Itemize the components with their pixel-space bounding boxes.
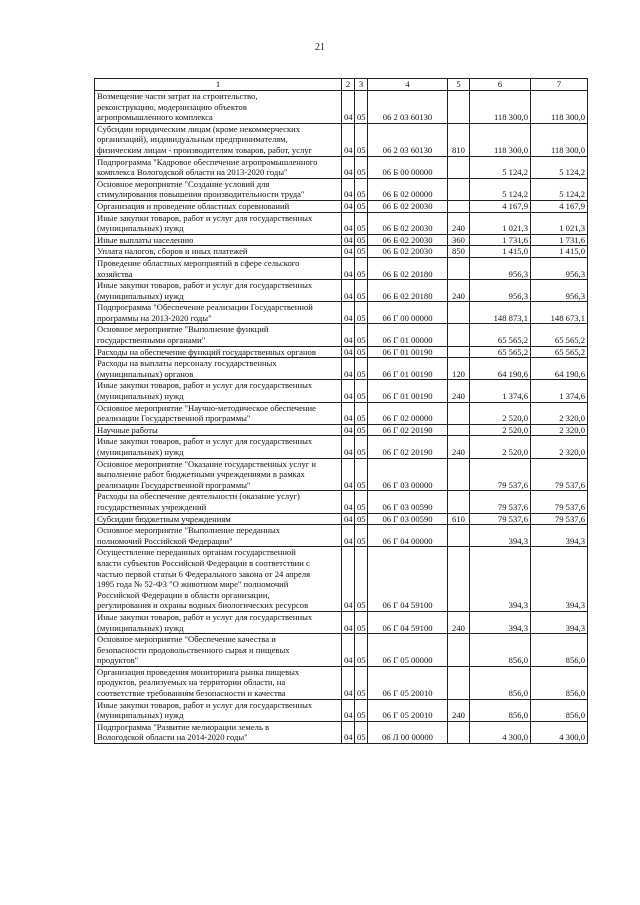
table-row xyxy=(95,212,588,234)
target-article-code: 06 2 03 60130 xyxy=(368,123,448,156)
section-code: 04 xyxy=(342,458,355,491)
table-row xyxy=(95,156,588,178)
amount-col-7: 148 673,1 xyxy=(531,302,588,324)
expense-type-code xyxy=(448,156,470,178)
expense-type-code xyxy=(448,91,470,124)
table-row xyxy=(95,513,588,525)
expense-item-name xyxy=(95,91,342,124)
expense-item-name-line: хозяйства xyxy=(97,268,133,279)
subsection-code: 05 xyxy=(355,212,368,234)
expense-item-name xyxy=(95,234,342,246)
subsection-code: 05 xyxy=(355,513,368,525)
expense-type-code: 240 xyxy=(448,380,470,402)
section-code: 04 xyxy=(342,302,355,324)
amount-col-6: 856,0 xyxy=(470,634,531,667)
amount-col-7: 79 537,6 xyxy=(531,513,588,525)
expense-item-name-line: продуктов" xyxy=(97,655,139,666)
expense-type-code: 240 xyxy=(448,212,470,234)
amount-col-7: 2 320,0 xyxy=(531,436,588,458)
target-article-code: 06 Г 01 00000 xyxy=(368,324,448,346)
section-code: 04 xyxy=(342,699,355,721)
section-code: 04 xyxy=(342,234,355,246)
amount-col-6: 394,3 xyxy=(470,611,531,633)
target-article-code: 06 Б 02 20030 xyxy=(368,246,448,258)
expense-item-name-line: выполнение работ бюджетными учреждениями в рамках xyxy=(97,469,305,480)
expense-type-code xyxy=(448,346,470,358)
table-row xyxy=(95,246,588,258)
expense-item-name-line: реализации Государственной программы" xyxy=(97,413,251,424)
section-code: 04 xyxy=(342,611,355,633)
expense-item-name xyxy=(95,280,342,302)
expense-item-name-line: Вологодской области на 2014-2020 годы" xyxy=(97,732,248,743)
expense-item-name-line: Подпрограмма "Развитие мелиорации земель в xyxy=(97,721,270,732)
expense-item-name xyxy=(95,611,342,633)
section-code: 04 xyxy=(342,513,355,525)
subsection-code: 05 xyxy=(355,156,368,178)
subsection-code: 05 xyxy=(355,234,368,246)
subsection-code: 05 xyxy=(355,458,368,491)
expense-type-code xyxy=(448,200,470,212)
amount-col-6: 64 190,6 xyxy=(470,358,531,380)
expense-item-name-line: Организация проведения мониторинга рынка пищевых xyxy=(97,666,300,677)
table-row xyxy=(95,200,588,212)
table-row xyxy=(95,491,588,513)
table-row xyxy=(95,346,588,358)
amount-col-6: 65 565,2 xyxy=(470,324,531,346)
budget-table xyxy=(94,78,588,744)
expense-item-name-line: безопасности продовольственного сырья и пищевых xyxy=(97,644,290,655)
expense-item-name xyxy=(95,458,342,491)
target-article-code: 06 2 03 60130 xyxy=(368,91,448,124)
target-article-code: 06 Б 00 00000 xyxy=(368,156,448,178)
amount-col-7: 5 124,2 xyxy=(531,156,588,178)
expense-item-name-line: комплекса Вологодской области на 2013-2020 годы" xyxy=(97,167,288,178)
target-article-code: 06 Б 02 20180 xyxy=(368,280,448,302)
expense-item-name xyxy=(95,525,342,547)
amount-col-6: 79 537,6 xyxy=(470,491,531,513)
amount-col-7: 118 300,0 xyxy=(531,123,588,156)
subsection-code: 05 xyxy=(355,380,368,402)
amount-col-7: 2 320,0 xyxy=(531,402,588,424)
target-article-code: 06 Г 04 59100 xyxy=(368,547,448,612)
expense-item-name-line: Основное мероприятие "Выполнение функций xyxy=(97,324,269,335)
expense-item-name-line: Возмещение части затрат на строительство, xyxy=(97,91,258,101)
expense-item-name-line: программы на 2013-2020 годы" xyxy=(97,312,212,323)
table-row xyxy=(95,666,588,699)
table-row xyxy=(95,91,588,124)
expense-type-code xyxy=(448,666,470,699)
section-code: 04 xyxy=(342,491,355,513)
expense-item-name-line: Осуществление переданных органам государственной xyxy=(97,547,296,558)
amount-col-6: 2 520,0 xyxy=(470,436,531,458)
target-article-code: 06 Г 02 00000 xyxy=(368,402,448,424)
section-code: 04 xyxy=(342,178,355,200)
expense-item-name xyxy=(95,123,342,156)
amount-col-6: 956,3 xyxy=(470,280,531,302)
table-row xyxy=(95,178,588,200)
expense-item-name-line: реконструкцию, модернизацию объектов xyxy=(97,101,247,112)
amount-col-6: 79 537,6 xyxy=(470,513,531,525)
section-code: 04 xyxy=(342,200,355,212)
subsection-code: 05 xyxy=(355,246,368,258)
expense-item-name-line: Иные закупки товаров, работ и услуг для государственных xyxy=(97,212,313,223)
expense-item-name-line: Субсидии юридическим лицам (кроме некоммерческих xyxy=(97,123,301,134)
amount-col-6: 4 300,0 xyxy=(470,721,531,743)
subsection-code: 05 xyxy=(355,666,368,699)
expense-item-name xyxy=(95,156,342,178)
expense-item-name-line: Основное мероприятие "Обеспечение качества и xyxy=(97,634,276,645)
expense-item-name xyxy=(95,246,342,258)
expense-item-name-line: Иные выплаты населению xyxy=(97,234,194,245)
subsection-code: 05 xyxy=(355,699,368,721)
expense-item-name-line: Расходы на обеспечение деятельности (оказание услуг) xyxy=(97,491,300,502)
amount-col-7: 4 300,0 xyxy=(531,721,588,743)
expense-item-name-line: (муниципальных) нужд xyxy=(97,622,184,633)
table-row xyxy=(95,402,588,424)
amount-col-6: 1 021,3 xyxy=(470,212,531,234)
amount-col-6: 1 415,0 xyxy=(470,246,531,258)
expense-type-code xyxy=(448,491,470,513)
subsection-code: 05 xyxy=(355,178,368,200)
target-article-code: 06 Б 02 20030 xyxy=(368,212,448,234)
subsection-code: 05 xyxy=(355,358,368,380)
amount-col-6: 65 565,2 xyxy=(470,346,531,358)
table-row xyxy=(95,302,588,324)
expense-type-code: 810 xyxy=(448,123,470,156)
amount-col-6: 118 300,0 xyxy=(470,91,531,124)
amount-col-7: 1 415,0 xyxy=(531,246,588,258)
subsection-code: 05 xyxy=(355,123,368,156)
subsection-code: 05 xyxy=(355,721,368,743)
target-article-code: 06 Г 01 00190 xyxy=(368,358,448,380)
subsection-code: 05 xyxy=(355,436,368,458)
section-code: 04 xyxy=(342,324,355,346)
table-row xyxy=(95,458,588,491)
section-code: 04 xyxy=(342,257,355,279)
target-article-code: 06 Б 02 20030 xyxy=(368,200,448,212)
section-code: 04 xyxy=(342,634,355,667)
amount-col-6: 79 537,6 xyxy=(470,458,531,491)
amount-col-6: 1 374,6 xyxy=(470,380,531,402)
table-row xyxy=(95,525,588,547)
target-article-code: 06 Г 04 00000 xyxy=(368,525,448,547)
expense-item-name-line: Иные закупки товаров, работ и услуг для государственных xyxy=(97,280,313,291)
expense-item-name-line: (муниципальных) нужд xyxy=(97,447,184,457)
amount-col-7: 394,3 xyxy=(531,611,588,633)
amount-col-7: 956,3 xyxy=(531,257,588,279)
expense-item-name-line: Иные закупки товаров, работ и услуг для государственных xyxy=(97,436,313,447)
section-code: 04 xyxy=(342,547,355,612)
expense-item-name xyxy=(95,346,342,358)
expense-item-name-line: (муниципальных) нужд xyxy=(97,710,184,721)
table-row xyxy=(95,257,588,279)
expense-item-name-line: Иные закупки товаров, работ и услуг для государственных xyxy=(97,611,313,622)
table-row xyxy=(95,699,588,721)
table-row xyxy=(95,358,588,380)
amount-col-7: 956,3 xyxy=(531,280,588,302)
expense-item-name xyxy=(95,302,342,324)
section-code: 04 xyxy=(342,525,355,547)
expense-item-name xyxy=(95,424,342,436)
expense-item-name xyxy=(95,721,342,743)
expense-item-name-line: Подпрограмма "Кадровое обеспечение агропромышленного xyxy=(97,156,318,167)
section-code: 04 xyxy=(342,91,355,124)
expense-item-name xyxy=(95,402,342,424)
subsection-code: 05 xyxy=(355,547,368,612)
expense-item-name-line: Российской Федерации в области организации, xyxy=(97,589,270,600)
expense-item-name-line: Организация и проведение областных соревнований xyxy=(97,200,290,211)
expense-item-name-line: регулирования и охраны водных биологических ресурсов xyxy=(97,600,309,611)
expense-item-name-line: организаций), индивидуальным предпринимателям, xyxy=(97,134,288,145)
expense-type-code xyxy=(448,721,470,743)
amount-col-6: 956,3 xyxy=(470,257,531,279)
expense-item-name-line: Расходы на обеспечение функций государственных органов xyxy=(97,346,316,357)
table-row xyxy=(95,380,588,402)
expense-item-name-line: государственными органами" xyxy=(97,335,206,346)
target-article-code: 06 Г 02 20190 xyxy=(368,424,448,436)
table-body xyxy=(95,91,588,744)
target-article-code: 06 Г 04 59100 xyxy=(368,611,448,633)
expense-type-code xyxy=(448,525,470,547)
column-header: 4 xyxy=(368,79,448,91)
expense-type-code: 120 xyxy=(448,358,470,380)
expense-item-name xyxy=(95,178,342,200)
expense-item-name-line: Иные закупки товаров, работ и услуг для государственных xyxy=(97,380,313,391)
subsection-code: 05 xyxy=(355,491,368,513)
amount-col-6: 2 520,0 xyxy=(470,402,531,424)
amount-col-7: 2 320,0 xyxy=(531,424,588,436)
expense-item-name-line: Иные закупки товаров, работ и услуг для государственных xyxy=(97,699,313,710)
amount-col-7: 65 565,2 xyxy=(531,346,588,358)
section-code: 04 xyxy=(342,156,355,178)
subsection-code: 05 xyxy=(355,324,368,346)
amount-col-7: 1 374,6 xyxy=(531,380,588,402)
amount-col-6: 148 873,1 xyxy=(470,302,531,324)
amount-col-6: 2 520,0 xyxy=(470,424,531,436)
section-code: 04 xyxy=(342,123,355,156)
expense-item-name-line: Проведение областных мероприятий в сфере сельского xyxy=(97,257,300,268)
amount-col-6: 856,0 xyxy=(470,699,531,721)
target-article-code: 06 Л 00 00000 xyxy=(368,721,448,743)
expense-type-code xyxy=(448,458,470,491)
expense-item-name-line: частью первой статьи 6 Федерального закона от 24 апреля xyxy=(97,568,311,579)
target-article-code: 06 Г 00 00000 xyxy=(368,302,448,324)
target-article-code: 06 Б 02 00000 xyxy=(368,178,448,200)
column-header: 7 xyxy=(531,79,588,91)
subsection-code: 05 xyxy=(355,525,368,547)
amount-col-6: 5 124,2 xyxy=(470,178,531,200)
section-code: 04 xyxy=(342,666,355,699)
table-row xyxy=(95,424,588,436)
amount-col-7: 65 565,2 xyxy=(531,324,588,346)
amount-col-7: 856,0 xyxy=(531,699,588,721)
expense-item-name-line: Субсидии бюджетным учреждениям xyxy=(97,513,231,524)
expense-item-name xyxy=(95,324,342,346)
target-article-code: 06 Г 05 00000 xyxy=(368,634,448,667)
section-code: 04 xyxy=(342,721,355,743)
table-header-row xyxy=(95,79,588,91)
expense-item-name-line: соответствие требованиям безопасности и качества xyxy=(97,688,286,699)
expense-item-name xyxy=(95,436,342,458)
expense-item-name-line: стимулирования повышения производительности труда" xyxy=(97,189,305,200)
section-code: 04 xyxy=(342,358,355,380)
amount-col-6: 394,3 xyxy=(470,547,531,612)
target-article-code: 06 Г 05 20010 xyxy=(368,699,448,721)
amount-col-7: 64 190,6 xyxy=(531,358,588,380)
section-code: 04 xyxy=(342,280,355,302)
table-row xyxy=(95,611,588,633)
expense-type-code xyxy=(448,257,470,279)
subsection-code: 05 xyxy=(355,634,368,667)
expense-item-name xyxy=(95,666,342,699)
expense-item-name xyxy=(95,380,342,402)
section-code: 04 xyxy=(342,380,355,402)
expense-item-name-line: Подпрограмма "Обеспечение реализации Государственной xyxy=(97,302,313,313)
expense-type-code xyxy=(448,178,470,200)
amount-col-7: 118 300,0 xyxy=(531,91,588,124)
expense-item-name-line: продуктов, реализуемых на территории области, на xyxy=(97,677,286,688)
expense-item-name-line: (муниципальных) нужд xyxy=(97,223,184,234)
expense-item-name-line: Основное мероприятие "Создание условий для xyxy=(97,178,270,189)
expense-type-code xyxy=(448,547,470,612)
expense-item-name-line: Расходы на выплаты персоналу государственных xyxy=(97,358,277,369)
table-row xyxy=(95,547,588,612)
expense-item-name-line: агропромышленного комплекса xyxy=(97,112,213,123)
expense-item-name xyxy=(95,699,342,721)
column-header: 5 xyxy=(448,79,470,91)
expense-item-name-line: Уплата налогов, сборов и иных платежей xyxy=(97,246,248,257)
amount-col-7: 79 537,6 xyxy=(531,491,588,513)
subsection-code: 05 xyxy=(355,91,368,124)
section-code: 04 xyxy=(342,246,355,258)
expense-type-code xyxy=(448,634,470,667)
amount-col-7: 394,3 xyxy=(531,525,588,547)
subsection-code: 05 xyxy=(355,200,368,212)
expense-item-name xyxy=(95,200,342,212)
section-code: 04 xyxy=(342,212,355,234)
amount-col-7: 856,0 xyxy=(531,634,588,667)
expense-type-code: 240 xyxy=(448,436,470,458)
expense-type-code: 240 xyxy=(448,611,470,633)
subsection-code: 05 xyxy=(355,346,368,358)
expense-item-name xyxy=(95,547,342,612)
table-row xyxy=(95,634,588,667)
expense-item-name xyxy=(95,634,342,667)
expense-item-name-line: Основное мероприятие "Оказание государственных услуг и xyxy=(97,458,317,469)
target-article-code: 06 Г 03 00590 xyxy=(368,491,448,513)
target-article-code: 06 Г 03 00000 xyxy=(368,458,448,491)
expense-item-name-line: (муниципальных) органов xyxy=(97,368,194,379)
section-code: 04 xyxy=(342,424,355,436)
amount-col-6: 394,3 xyxy=(470,525,531,547)
amount-col-6: 1 731,6 xyxy=(470,234,531,246)
expense-item-name-line: власти субъектов Российской Федерации в соответствии с xyxy=(97,557,310,568)
subsection-code: 05 xyxy=(355,280,368,302)
amount-col-7: 1 731,6 xyxy=(531,234,588,246)
expense-type-code: 850 xyxy=(448,246,470,258)
expense-item-name-line: Научные работы xyxy=(97,424,158,435)
target-article-code: 06 Г 05 20010 xyxy=(368,666,448,699)
expense-item-name-line: физическим лицам - производителям товаров, работ, услуг xyxy=(97,144,313,155)
expense-type-code: 360 xyxy=(448,234,470,246)
table-row xyxy=(95,234,588,246)
target-article-code: 06 Г 01 00190 xyxy=(368,380,448,402)
expense-type-code xyxy=(448,424,470,436)
subsection-code: 05 xyxy=(355,257,368,279)
expense-item-name-line: 1995 года № 52-ФЗ "О животном мире" полномочий xyxy=(97,579,289,590)
amount-col-6: 4 167,9 xyxy=(470,200,531,212)
table-row xyxy=(95,721,588,743)
expense-item-name-line: (муниципальных) нужд xyxy=(97,391,184,402)
expense-type-code: 240 xyxy=(448,280,470,302)
subsection-code: 05 xyxy=(355,302,368,324)
column-header: 6 xyxy=(470,79,531,91)
section-code: 04 xyxy=(342,346,355,358)
expense-type-code xyxy=(448,402,470,424)
target-article-code: 06 Г 01 00190 xyxy=(368,346,448,358)
subsection-code: 05 xyxy=(355,611,368,633)
column-header: 2 xyxy=(342,79,355,91)
amount-col-7: 394,3 xyxy=(531,547,588,612)
target-article-code: 06 Г 02 20190 xyxy=(368,436,448,458)
table-row xyxy=(95,436,588,458)
amount-col-6: 118 300,0 xyxy=(470,123,531,156)
expense-item-name-line: полномочий Российской Федерации" xyxy=(97,535,233,546)
amount-col-7: 4 167,9 xyxy=(531,200,588,212)
expense-item-name-line: Основное мероприятие "Выполнение переданных xyxy=(97,525,281,536)
expense-type-code xyxy=(448,324,470,346)
expense-type-code: 240 xyxy=(448,699,470,721)
expense-type-code: 610 xyxy=(448,513,470,525)
expense-type-code xyxy=(448,302,470,324)
expense-item-name xyxy=(95,358,342,380)
expense-item-name-line: (муниципальных) нужд xyxy=(97,290,184,301)
expense-item-name-line: Основное мероприятие "Научно-методическое обеспечение xyxy=(97,402,316,413)
target-article-code: 06 Б 02 20180 xyxy=(368,257,448,279)
target-article-code: 06 Б 02 20030 xyxy=(368,234,448,246)
expense-item-name xyxy=(95,491,342,513)
expense-item-name xyxy=(95,513,342,525)
amount-col-7: 1 021,3 xyxy=(531,212,588,234)
subsection-code: 05 xyxy=(355,424,368,436)
amount-col-7: 5 124,2 xyxy=(531,178,588,200)
expense-item-name xyxy=(95,257,342,279)
expense-item-name-line: государственных учреждений xyxy=(97,501,207,512)
amount-col-6: 856,0 xyxy=(470,666,531,699)
section-code: 04 xyxy=(342,436,355,458)
table-row xyxy=(95,123,588,156)
table-row xyxy=(95,324,588,346)
table-row xyxy=(95,280,588,302)
column-header: 1 xyxy=(95,79,342,91)
column-header: 3 xyxy=(355,79,368,91)
amount-col-7: 856,0 xyxy=(531,666,588,699)
expense-item-name-line: реализации Государственной программы" xyxy=(97,479,251,490)
subsection-code: 05 xyxy=(355,402,368,424)
target-article-code: 06 Г 03 00590 xyxy=(368,513,448,525)
expense-item-name xyxy=(95,212,342,234)
amount-col-7: 79 537,6 xyxy=(531,458,588,491)
section-code: 04 xyxy=(342,402,355,424)
page-number: 21 xyxy=(315,42,325,53)
amount-col-6: 5 124,2 xyxy=(470,156,531,178)
